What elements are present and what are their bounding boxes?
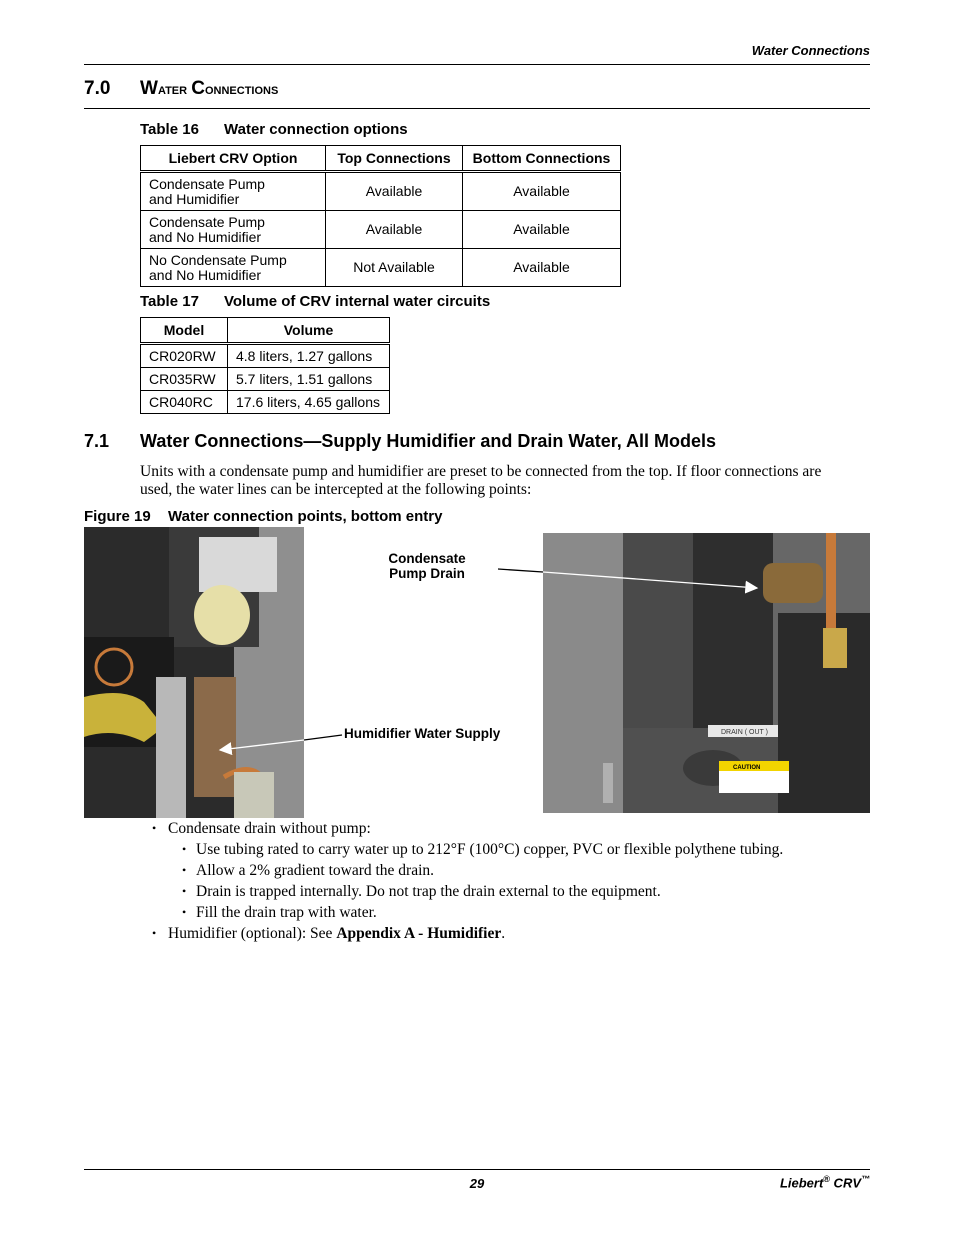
intro-paragraph: Units with a condensate pump and humidifier are preset to be connected from the top. If floor connections are used, the water lines can be intercepted at the following points:: [140, 463, 822, 498]
table-cell: Available: [326, 211, 463, 249]
table-header: Volume: [228, 318, 390, 344]
bullet-list: [152, 818, 872, 944]
appendix-reference-link[interactable]: Appendix A - Humidifier: [336, 925, 502, 942]
table-cell: 5.7 liters, 1.51 gallons: [228, 368, 390, 391]
leader-arrow-humidifier: [220, 740, 304, 750]
table-cell: Available: [463, 172, 621, 211]
callout-humidifier-water-supply: Humidifier Water Supply: [344, 726, 501, 741]
list-item: • Use tubing rated to carry water up to 212°F (100°C) copper, PVC or flexible polythene tubing.: [182, 841, 784, 858]
subsection-title: 7.1 Water Connections—Supply Humidifier and Drain Water, All Models: [84, 431, 717, 451]
list-item: • Condensate drain without pump:: [152, 820, 371, 837]
leader-line-drain: [498, 569, 543, 572]
section-title-text: Water Connections: [140, 78, 279, 99]
footer-rule: [84, 1169, 870, 1170]
table-header: Model: [141, 318, 228, 344]
caution-label: CAUTION: [733, 765, 761, 771]
page-number: 29: [469, 1176, 485, 1191]
table-cell: Condensate Pump and No Humidifier: [141, 211, 326, 249]
table17-caption: Table 17 Volume of CRV internal water circuits: [140, 293, 491, 310]
table-cell: CR035RW: [141, 368, 228, 391]
table-cell: CR020RW: [141, 344, 228, 368]
table-cell: Available: [326, 172, 463, 211]
table-header: Bottom Connections: [463, 146, 621, 172]
callout-condensate-pump-drain: Condensate Pump Drain: [388, 551, 466, 581]
table-cell: 4.8 liters, 1.27 gallons: [228, 344, 390, 368]
leader-arrow-drain: [543, 572, 757, 588]
running-header: Water Connections: [751, 43, 870, 58]
section-number: 7.0: [84, 78, 111, 99]
table-cell: CR040RC: [141, 391, 228, 414]
table-cell: Condensate Pump and Humidifier: [141, 172, 326, 211]
list-item: • Fill the drain trap with water.: [182, 904, 377, 921]
list-item: • Humidifier (optional): See Appendix A - Humidifier.: [152, 925, 506, 942]
table-cell: Available: [463, 249, 621, 287]
table-cell: 17.6 liters, 4.65 gallons: [228, 391, 390, 414]
table-header: Top Connections: [326, 146, 463, 172]
leader-line-humidifier: [304, 735, 342, 740]
footer-brand: Liebert® CRV™: [779, 1174, 870, 1191]
table-cell: Not Available: [326, 249, 463, 287]
list-item: • Drain is trapped internally. Do not trap the drain external to the equipment.: [182, 883, 661, 900]
table-header: Liebert CRV Option: [141, 146, 326, 172]
figure-caption: Figure 19 Water connection points, bottom entry: [84, 508, 443, 525]
table-cell: Available: [463, 211, 621, 249]
table16-caption: Table 16 Water connection options: [140, 121, 408, 138]
drain-out-label: DRAIN ( OUT ): [721, 729, 768, 736]
table-cell: No Condensate Pump and No Humidifier: [141, 249, 326, 287]
list-item: • Allow a 2% gradient toward the drain.: [182, 862, 435, 879]
